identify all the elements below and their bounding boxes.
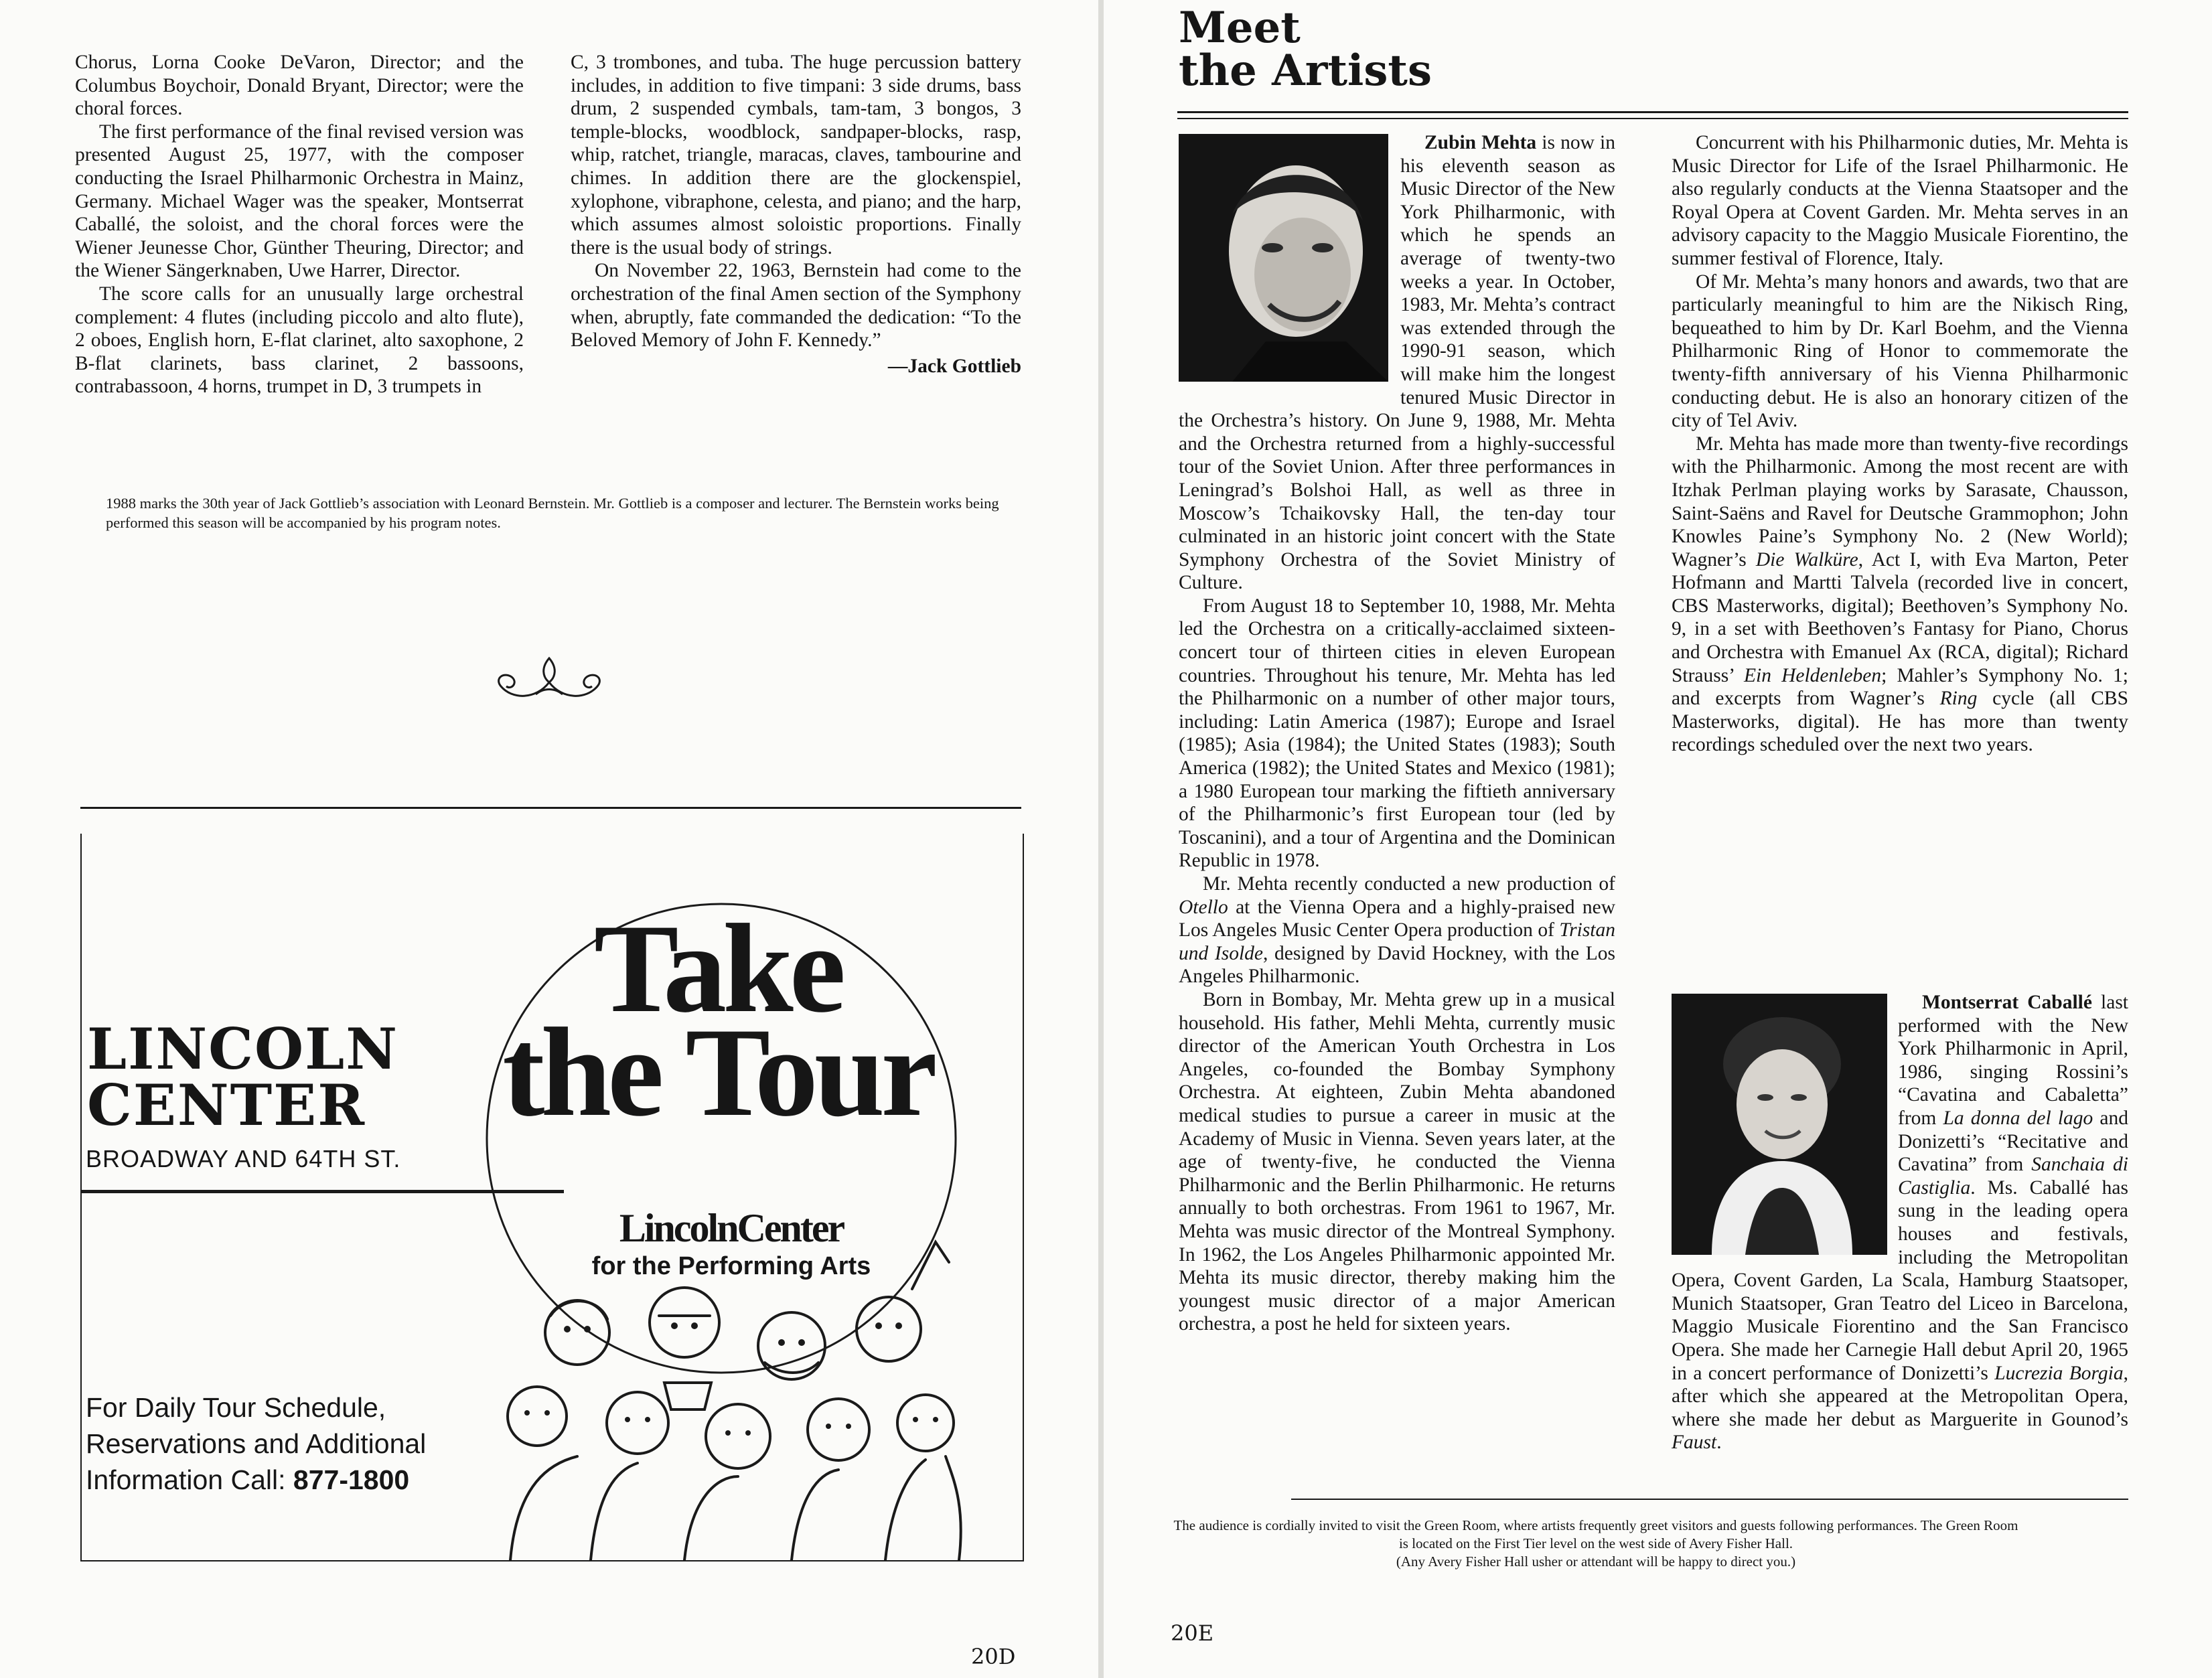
title-rule <box>1177 118 2128 119</box>
logo-subtitle: for the Performing Arts <box>591 1252 871 1280</box>
paragraph: Born in Bombay, Mr. Mehta grew up in a musical household. His father, Mehli Mehta, currently music director of the American Youth Orchestra in Los Angeles, co-founded the Bombay Symphony Orchestra. At eighteen, Zubin Mehta abandoned medical studies to pursue a career in music at the Academy of Music in Vienna. Seven years later, at the age of twenty-five, he conducted the Vienna Philharmonic and the Berlin Philharmonic. He returns annually to both orchestras. From 1961 to 1967, Mr. Mehta was music director of the Montreal Symphony. In 1962, the Los Angeles Philharmonic appointed Mr. Mehta its music director, thereby making him the youngest music director of a major American orchestra, a post he held for sixteen years. <box>1179 988 1615 1335</box>
title-rule <box>1177 111 2128 113</box>
right-page <box>1104 0 2212 1678</box>
info-line <box>86 1462 426 1498</box>
title-line: Meet <box>1179 3 1301 53</box>
article-column-1 <box>75 51 524 398</box>
info-line: Reservations and Additional <box>86 1428 427 1459</box>
opera-title: Tristan und Isolde <box>1179 919 1615 964</box>
paragraph: Of Mr. Mehta’s many honors and awards, two that are particularly meaningful to him are the Nikisch Ring, bequeathed to him by Dr. Karl Boehm, and the Vienna Philharmonic Ring of Honor to commemorate the twenty-fifth anniversary of his Vienna Philharmonic conducting debut. He is also an honorary citizen of the city of Tel Aviv. <box>1672 271 2128 432</box>
page-gutter <box>1098 0 1104 1678</box>
opera-title: Otello <box>1179 896 1228 918</box>
headline-line: Take <box>593 899 842 1039</box>
text: Mr. Mehta recently conducted a new production of <box>1203 873 1615 895</box>
work-title: Ein Heldenleben <box>1743 664 1882 686</box>
section-title <box>1179 3 1432 96</box>
opera-title: Faust <box>1672 1432 1717 1454</box>
paragraph: is now in his eleventh season as Music Director of the New York Philharmonic, with which he spends an average of twenty-two weeks a year. In October, 1983, Mr. Mehta’s contract was extended through the 1990-91 season, which will make him the longest tenured Music Director in the Orchestra’s history. On June 9, 1988, Mr. Mehta and the Orchestra returned from a highly-successful tour of the Soviet Union. After three performances in Leningrad’s Bolshoi Hall, as well as three in Moscow’s Tchaikovsky Hall, the ten-day tour culminated in an historic joint concert with the State Symphony Orchestra of the Soviet Ministry of Culture. <box>1179 132 1615 594</box>
opera-title: Sanchaia di Castiglia <box>1898 1154 2128 1199</box>
text: ; Mahler’s Symphony No. 1; and excerpts from Wagner’s <box>1672 664 2128 710</box>
title-line: the Artists <box>1179 46 1432 96</box>
opera-title: Die Walküre <box>1755 548 1858 570</box>
info-text: Information Call: <box>86 1464 293 1495</box>
mehta-column-1 <box>1179 131 1615 1336</box>
lincoln-center-ad <box>80 834 1024 1561</box>
montserrat-caballe-photo <box>1672 994 1887 1255</box>
text: , Act I, with Eva Marton, Peter Hofmann and Martti Talvela (recorded live in concert, CBS Masterworks, digital); Beethoven’s Symphony No. 9, in a set with Beethoven’s Fantasy for Piano, Chorus and Orchestra with Emanuel Ax (RCA, digital); Richard Strauss’ <box>1672 548 2129 686</box>
page-number: 20E <box>1171 1620 1214 1646</box>
wordmark-line: CENTER <box>87 1072 366 1138</box>
text: and Donizetti’s “Recitative and Cavatina” from <box>1898 1107 2129 1176</box>
opera-title: Lucrezia Borgia <box>1994 1362 2124 1384</box>
headline-line: the Tour <box>502 1002 934 1143</box>
text: cycle (all CBS Masterworks, digital). He has more than twenty recordings scheduled over the next two years. <box>1672 688 2128 756</box>
address: BROADWAY AND 64TH ST. <box>86 1145 401 1172</box>
divider <box>1291 1499 2128 1500</box>
page-number: 20D <box>971 1644 1016 1669</box>
paragraph: On November 22, 1963, Bernstein had come to the orchestration of the final Amen section of the Symphony when, abruptly, fate commanded the dedication: “To the Beloved Memory of John F. Kennedy.” <box>571 260 1021 352</box>
lincoln-center-logo: LincolnCenter <box>619 1206 844 1250</box>
mehta-column-2 <box>1672 131 2128 757</box>
text: . <box>1716 1432 1722 1454</box>
portrait-image <box>1179 134 1388 382</box>
info-line: For Daily Tour Schedule, <box>86 1392 386 1423</box>
paragraph: The score calls for an unusually large orchestral complement: 4 flutes (including piccolo and alto flute), 2 oboes, English horn, E-flat clarinet, alto saxophone, 2 B-flat clarinets, bass clarinet, 2 bassoons, contrabassoon, 4 horns, trumpet in D, 3 trumpets in <box>75 283 524 398</box>
portrait-image <box>1672 994 1887 1255</box>
opera-title: La donna del lago <box>1943 1107 2093 1129</box>
artist-name: Montserrat Caballé <box>1922 992 2092 1013</box>
text: Mr. Mehta has made more than twenty-five recordings with the Philharmonic. Among the most recent are with Itzhak Perlman playing works by Sarasate, Chausson, Saint-Saëns and Ravel for Deutsche Grammophon; John Knowles Paine’s Symphony No. 2 (New World); Wagner’s <box>1672 433 2128 570</box>
paragraph: From August 18 to September 10, 1988, Mr. Mehta led the Orchestra on a critically-acclaimed sixteen-concert tour of thirteen cities in eleven European countries. Throughout his tenure, Mr. Mehta has led the Philharmonic on a number of other major tours, including: Latin America (1987); Europe and Israel (1985); Asia (1984); the United States (1983); South America (1982); the United States and Mexico (1981); a 1980 European tour marking the fiftieth anniversary of the Philharmonic’s first European tour (led by Toscanini), and a tour of Argentina and the Dominican Republic in 1978. <box>1179 595 1615 872</box>
wordmark-line: LINCOLN <box>87 1016 399 1082</box>
ad-rule <box>82 1190 564 1193</box>
artist-name: Zubin Mehta <box>1424 132 1537 153</box>
text: , designed by David Hockney, with the Los Angeles Philharmonic. <box>1179 942 1615 988</box>
paragraph: Chorus, Lorna Cooke DeVaron, Director; and the Columbus Boychoir, Donald Bryant, Director; were the choral forces. <box>75 52 524 120</box>
paragraph: The first performance of the final revised version was presented August 25, 1977, with the composer conducting the Israel Philharmonic Orchestra in Mainz, Germany. Michael Wager was the speaker, Montserrat Caballé, the soloist, and the choral forces were the Wiener Jeunesse Chor, Günther Theuring, Director; and the Wiener Sängerknaben, Uwe Harrer, Director. <box>75 121 524 282</box>
text: at the Vienna Opera and a highly-praised new Los Angeles Music Center Opera production of <box>1179 896 1615 941</box>
paragraph: Concurrent with his Philharmonic duties, Mr. Mehta is Music Director for Life of the Israel Philharmonic. He also regularly conducts at the Vienna Staatsoper and the Royal Opera at Covent Garden. Mr. Mehta serves in an advisory capacity to the Maggio Musicale Fiorentino, the summer festival of Florence, Italy. <box>1672 132 2128 269</box>
caballe-column <box>1672 991 2128 1454</box>
phone-number: 877-1800 <box>293 1464 410 1495</box>
paragraph: C, 3 trombones, and tuba. The huge percussion battery includes, in addition to five timpani: 3 side drums, bass drum, 2 suspended cymbals, tam-tam, 3 bongos, 3 temple-blocks, woodblock, sandpaper-blocks, rasp, whip, ratchet, triangle, maracas, claves, tambourine and chimes. In addition there are the glockenspiel, xylophone, vibraphone, celesta, and piano; and the harp, which assumes almost soloistic proportions. Finally there is the usual body of strings. <box>571 52 1021 258</box>
text: , after which she appeared at the Metropolitan Opera, where she made her debut as Marguerite in Gounod’s <box>1672 1362 2129 1430</box>
article-column-2 <box>571 51 1021 378</box>
text: last performed with the New York Philharmonic in April, 1986, singing Rossini’s “Cavatina and Cabaletta” from <box>1898 992 2129 1129</box>
notice-text: The audience is cordially invited to visit the Green Room, where artists frequently greet visitors and guests following performances. The Green Room is located on the First Tier level on the west side of Avery Fisher Hall. <box>1173 1517 2018 1551</box>
author-signature: —Jack Gottlieb <box>887 355 1021 377</box>
green-room-notice <box>1171 1517 2021 1571</box>
notice-text: (Any Avery Fisher Hall usher or attendant will be happy to direct you.) <box>1396 1553 1796 1570</box>
zubin-mehta-photo <box>1179 134 1388 382</box>
paragraph <box>1179 872 1615 988</box>
ad-headline <box>484 899 952 1143</box>
tour-info <box>86 1389 426 1498</box>
left-page <box>0 0 1098 1678</box>
flourish-ornament-icon <box>489 653 609 710</box>
text: . Ms. Caballé has sung in the leading opera houses and festivals, including the Metropolitan Opera, Covent Garden, La Scala, Hamburg Staatsoper, Munich Staatsoper, Gran Teatro del Liceo in Barcelona, Maggio Musicale Fiorentino and the San Francisco Opera. She made her Carnegie Hall debut April 20, 1965 in a concert performance of Donizetti’s <box>1672 1176 2128 1384</box>
lincoln-center-wordmark <box>87 1016 399 1138</box>
work-title: Ring <box>1939 688 1978 710</box>
paragraph <box>1672 433 2128 757</box>
author-note: 1988 marks the 30th year of Jack Gottlieb’s association with Leonard Bernstein. Mr. Gottlieb is a composer and lecturer. The Bernstein works being performed this season will be accompanied by his program notes. <box>106 495 999 531</box>
divider <box>80 807 1021 809</box>
